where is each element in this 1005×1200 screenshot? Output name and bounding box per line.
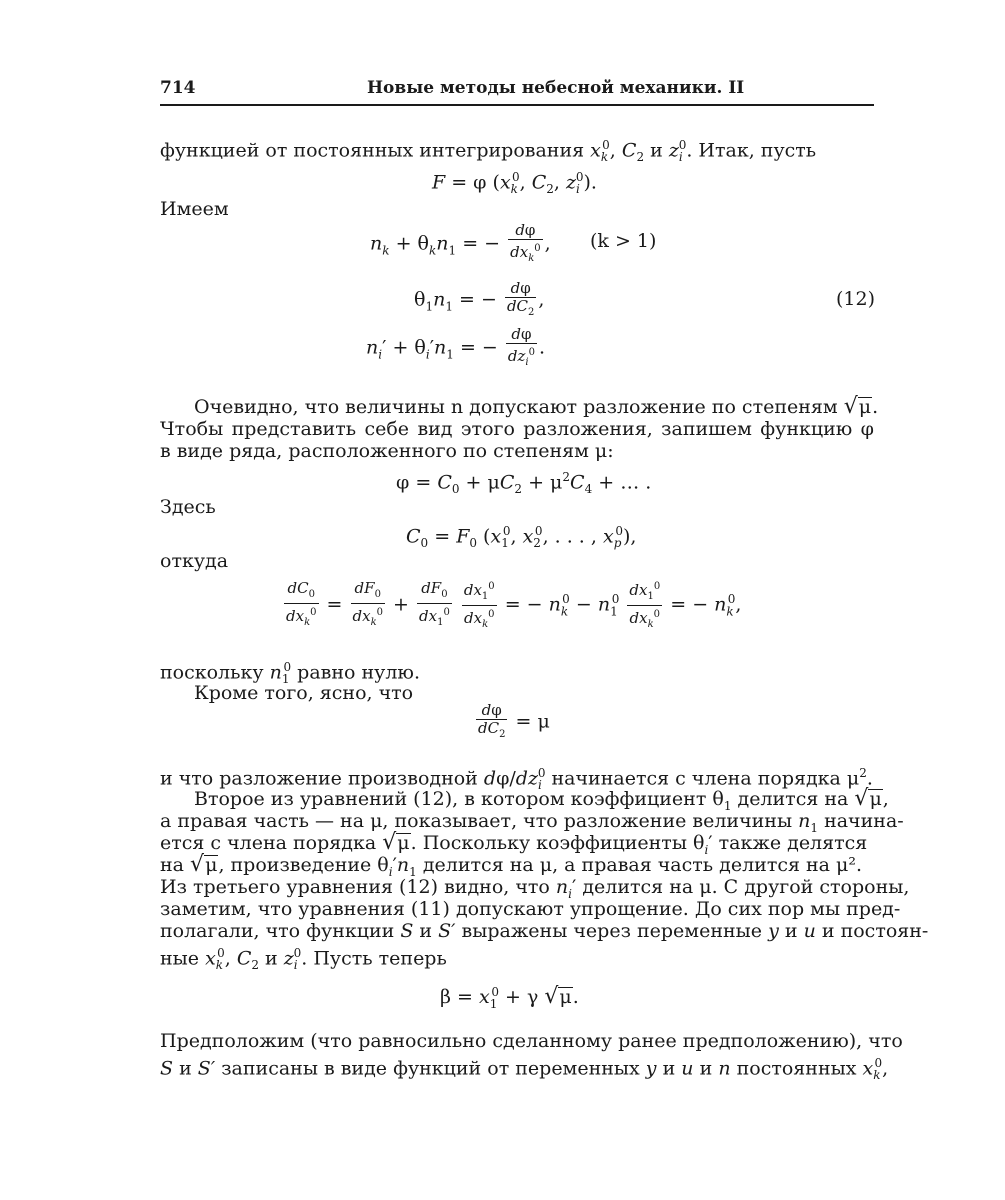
header-rule [160,104,874,106]
text-line: функцией от постоянных интегрирования $x_k^0$, $C_2$ и $z_i^0$. Итак, пусть [160,138,817,165]
equation-beta: $\beta = x_1^0 + \gamma$ √μ. [440,984,579,1011]
text-imeem: Имеем [160,198,229,220]
paragraph-line: Предположим (что равносильно сделанному ранее предположению), что [160,1030,903,1052]
equation-number: (12) [836,288,876,310]
text-line: и что разложение производной $d\varphi/dz_i^0$ начинается с члена порядка $\mu^2$. [160,766,873,793]
paragraph-line: Очевидно, что величины n допускают разложение по степеням √μ. [194,394,879,419]
equation-12a: $n_k + \theta_kn_1$ = − $\frac{d\varphi}{dx_k^0}$ , [370,221,551,264]
equation-F: F = φ ($x_k^0$, $C_2$, $z_i^0$). [432,170,597,197]
paragraph-line: а правая часть — на μ, показывает, что разложение величины $n_1$ начина- [160,810,904,835]
paragraph-line: заметим, что уравнения (11) допускают упрощение. До сих пор мы пред- [160,898,901,920]
paragraph-line: Из третьего уравнения (12) видно, что $n_i'$ делится на μ. С другой стороны, [160,876,910,901]
equation-12b: $\theta_1n_1$ = − $\frac{d\varphi}{dC_2}$ , [414,279,545,318]
paragraph-line: Второе из уравнений (12), в котором коэффициент $\theta_1$ делится на √μ, [194,786,889,813]
paragraph-line: S и S′ записаны в виде функций от переменных y и u и n постоянных $x_k^0$, [160,1056,889,1083]
text-zdes: Здесь [160,496,216,518]
paragraph-line: на √μ, произведение $\theta_i'n_1$ делится на μ, а правая часть делится на μ². [160,852,863,879]
text-line: Кроме того, ясно, что [194,682,414,704]
equation-12c: $n_i' + \theta_i'n_1$ = − $\frac{d\varphi}{dz_i^0}$ . [366,325,546,368]
running-title: Новые методы небесной механики. II [367,78,745,98]
text-line: поскольку $n_1^0$ равно нулю. [160,660,420,687]
text-otkuda: откуда [160,550,229,572]
equation-k-condition: (k > 1) [590,230,657,252]
paragraph-line: Чтобы представить себе вид этого разложения, запишем функцию φ [160,418,874,440]
equation-phi-series: $\varphi = C_0 + \mu C_2 + \mu^2C_4$ + … . [396,470,652,497]
paragraph-line: ные $x_k^0$, $C_2$ и $z_i^0$. Пусть теперь [160,946,447,973]
paragraph-line: в виде ряда, расположенного по степеням μ: [160,440,614,462]
paragraph-line: ется с члена порядка √μ. Поскольку коэффициенты $\theta_i'$ также делятся [160,830,868,857]
equation-dC0: $\frac{dC_0}{dx_k^0}$ = $\frac{dF_0}{dx_k^0}$ + $\frac{dF_0}{dx_1^0}$ $\frac{dx_1^0}{dx_k^0}$ = − $n_k^0 - n_1^0$ $\frac{dx_1^0}{dx_k^0}$ = − $n_k^0$, [286,579,742,630]
equation-C0: $C_0 = F_0$ ($x_1^0$, $x_2^0$, . . . , $x_p^0$), [406,524,637,551]
page-number: 714 [160,78,196,98]
paragraph-line: полагали, что функции S и S′ выражены через переменные y и u и постоян- [160,920,929,942]
equation-dphi-dC2: $\frac{d\varphi}{dC_2}$ = μ [478,701,550,740]
